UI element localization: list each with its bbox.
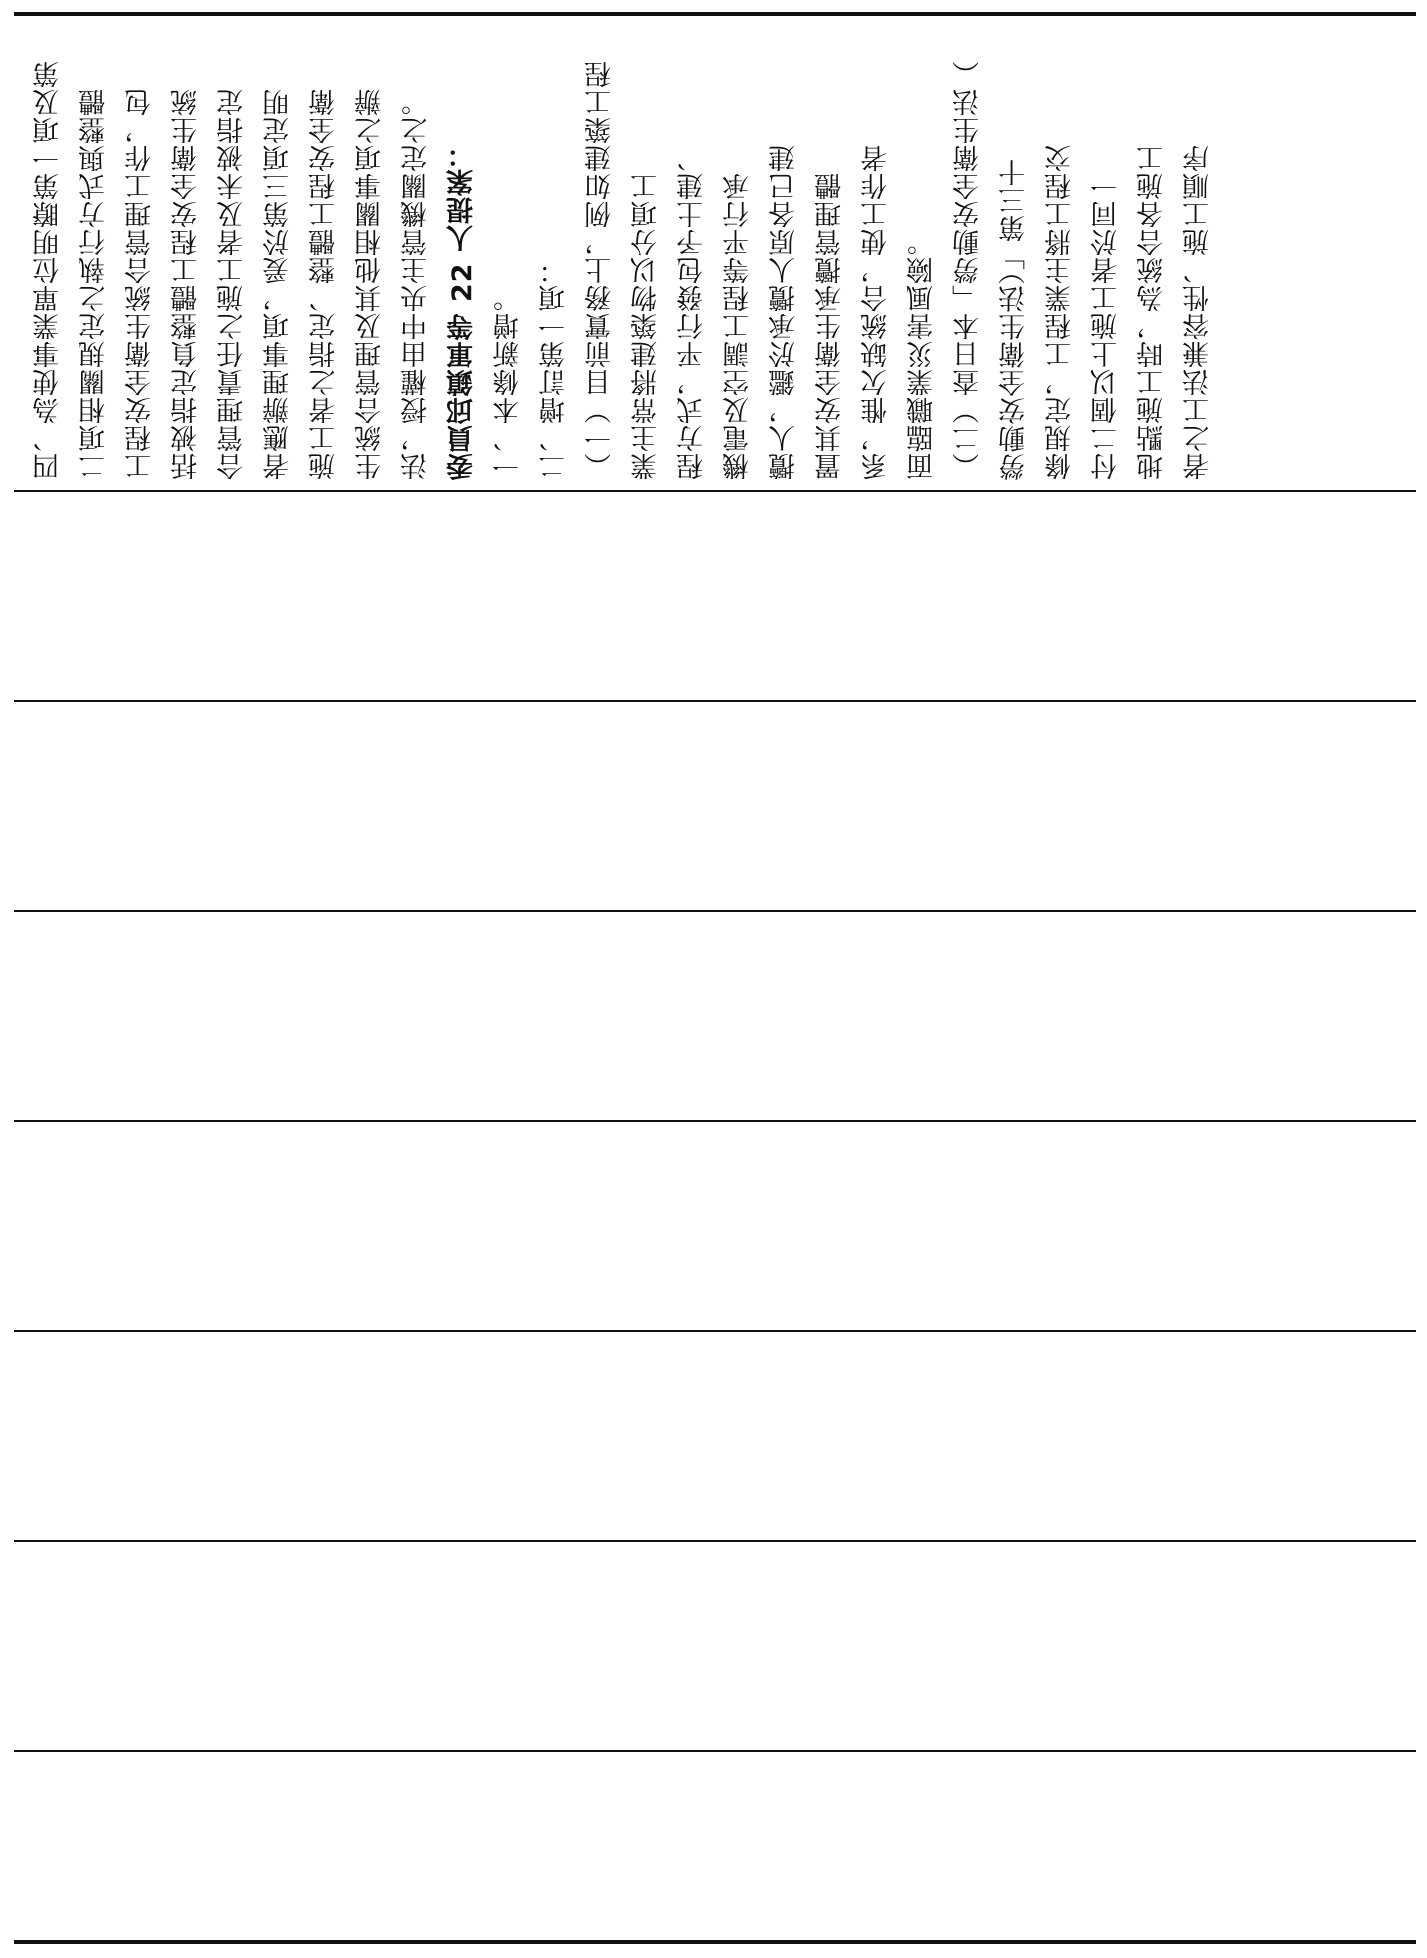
text-line: 者之工法兼容性、施工順序 <box>1183 144 1214 480</box>
text-column <box>856 18 896 488</box>
text-column <box>948 18 988 488</box>
text-line: 面臨職業災害風險。 <box>907 228 938 480</box>
text-line: 攬人，鑑於承攬人原各已建 <box>769 144 800 480</box>
empty-cell <box>14 1542 1416 1750</box>
proposal-heading: 委員邱鎮軍等 22 人提案： <box>447 139 478 480</box>
text-line: （一）目前實務上，例如建築工程 <box>585 60 616 480</box>
text-column <box>1086 18 1126 488</box>
text-column <box>902 18 942 488</box>
text-line: 置其安全衛生承攬管理體 <box>815 172 846 480</box>
text-column <box>626 18 666 488</box>
text-line: 付二個以上施工者於同一 <box>1091 172 1122 480</box>
explanation-cell <box>14 18 1416 488</box>
text-line: 生統合管理及其他相關事項之辦 <box>355 88 386 480</box>
empty-cell <box>14 912 1416 1120</box>
text-column <box>304 18 344 488</box>
text-line: 者應辦理事項，爰於第三項定明 <box>263 88 294 480</box>
text-column <box>350 18 390 488</box>
text-column <box>258 18 298 488</box>
text-line: 勞動安全衛生法）」第三十 <box>999 157 1030 480</box>
text-line: 一、本條新增。 <box>493 284 524 480</box>
text-line: 合管理責任之施工者及未被指定 <box>217 88 248 480</box>
text-column <box>442 18 482 488</box>
text-column <box>764 18 804 488</box>
empty-cell <box>14 1332 1416 1540</box>
text-column <box>534 18 574 488</box>
text-line: 條規定，工程業主將工程交 <box>1045 144 1076 480</box>
text-column <box>28 18 68 488</box>
text-line: 二項相關規定之執行方式與整體 <box>79 88 110 480</box>
table-top-border <box>14 12 1416 16</box>
empty-cell <box>14 702 1416 910</box>
text-column <box>166 18 206 488</box>
text-column <box>212 18 252 488</box>
text-line: 法，授權由中央主管機關定之。 <box>401 88 432 480</box>
text-column <box>1040 18 1080 488</box>
text-line: 工程安全衛生統合管理工作，包 <box>125 88 156 480</box>
text-column <box>396 18 436 488</box>
text-line: 業主常將建築物以分項工 <box>631 172 662 480</box>
text-column <box>672 18 712 488</box>
text-line: 機電及空調工程等平行承 <box>723 172 754 480</box>
text-line: 系，惟欠缺統合，使工作者 <box>861 144 892 480</box>
text-column <box>74 18 114 488</box>
text-column <box>810 18 850 488</box>
empty-cell <box>14 1752 1416 1940</box>
text-line: 程方式，平行發包予土建、 <box>677 144 708 480</box>
text-column <box>718 18 758 488</box>
text-column <box>1132 18 1172 488</box>
table-bottom-border <box>14 1940 1416 1944</box>
text-column <box>580 18 620 488</box>
text-line: 二、增訂第一項： <box>539 256 570 480</box>
text-column <box>994 18 1034 488</box>
text-line: 地點施工時，為統合各施工 <box>1137 144 1168 480</box>
text-column <box>1178 18 1218 488</box>
text-column <box>488 18 528 488</box>
empty-cell <box>14 492 1416 700</box>
text-column <box>120 18 160 488</box>
text-line: （二）查日本「勞動安全衛生法（ <box>953 60 984 480</box>
empty-cell <box>14 1122 1416 1330</box>
text-line: 施工者之指定、整體工程安全衛 <box>309 88 340 480</box>
text-line: 括被指定負整體工程安全衛生統 <box>171 88 202 480</box>
text-line: 四、為使事業單位明瞭第一項及第 <box>33 60 64 480</box>
